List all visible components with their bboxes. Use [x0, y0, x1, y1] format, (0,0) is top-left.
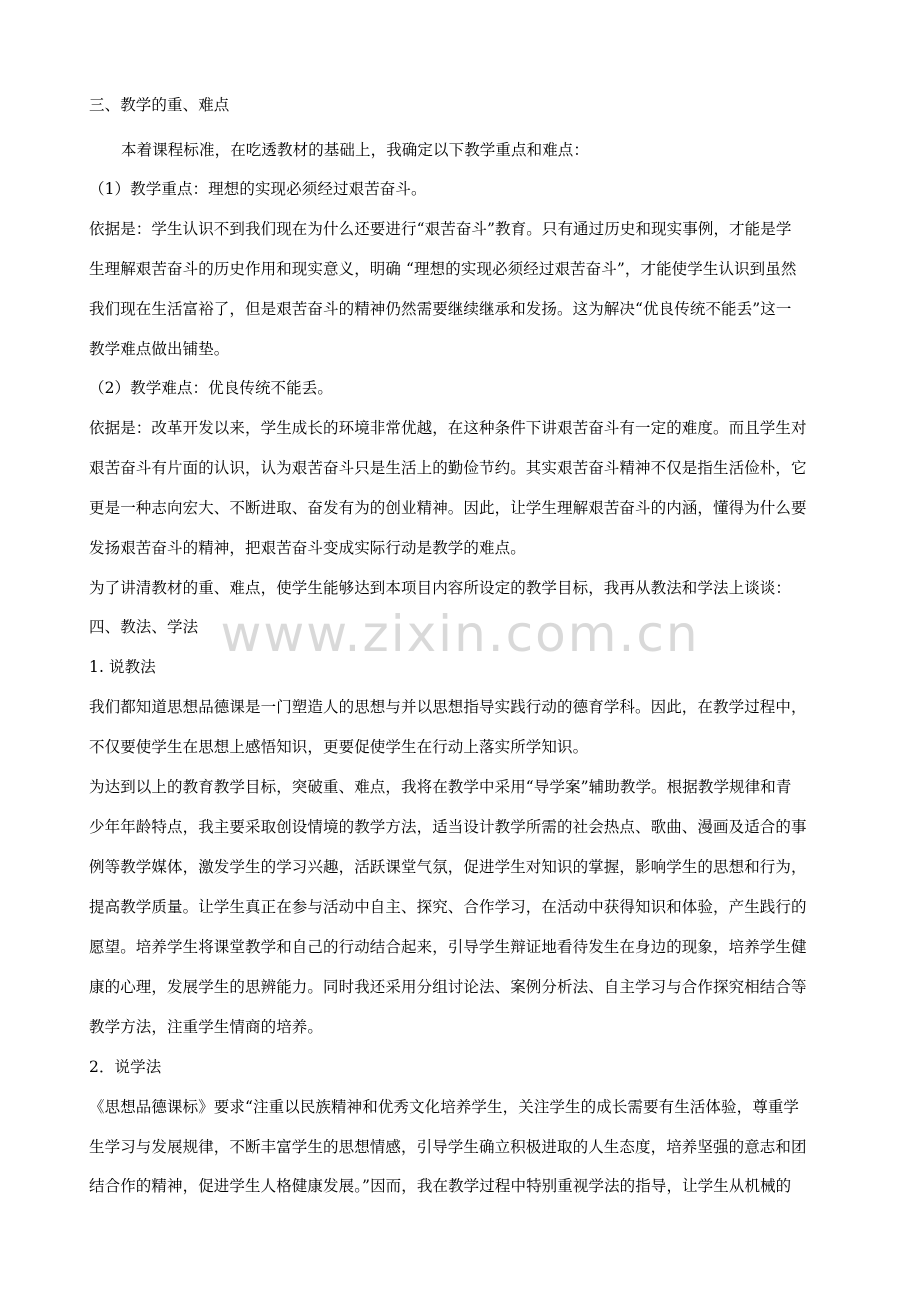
paragraph-line: 发扬艰苦奋斗的精神，把艰苦奋斗变成实际行动是教学的难点。 — [89, 539, 526, 557]
paragraph-line: 提高教学质量。让学生真正在参与活动中自主、探究、合作学习，在活动中获得知识和体验，产生践行的 — [89, 898, 807, 916]
paragraph-line: 生理解艰苦奋斗的历史作用和现实意义，明确 “理想的实现必须经过艰苦奋斗”，才能使学生认识到虽然 — [89, 260, 797, 278]
paragraph-line: 依据是：学生认识不到我们现在为什么还要进行“艰苦奋斗”教育。只有通过历史和现实事例，才能是学 — [89, 220, 792, 238]
paragraph-line: 为了讲清教材的重、难点，使学生能够达到本项目内容所设定的教学目标，我再从教法和学法上谈谈： — [89, 579, 792, 597]
subheading: （2）教学难点：优良传统不能丢。 — [89, 379, 333, 397]
paragraph-line: 康的心理，发展学生的思辨能力。同时我还采用分组讨论法、案例分析法、自主学习与合作探究相结合等 — [89, 978, 807, 996]
paragraph-line: 依据是：改革开发以来，学生成长的环境非常优越，在这种条件下讲艰苦奋斗有一定的难度。而且学生对 — [89, 419, 807, 437]
paragraph-line: 教学方法，注重学生情商的培养。 — [89, 1018, 324, 1036]
paragraph-line: 愿望。培养学生将课堂教学和自己的行动结合起来，引导学生辩证地看待发生在身边的现象，培养学生健 — [89, 938, 807, 956]
paragraph-line: 不仅要使学生在思想上感悟知识，更要促使学生在行动上落实所学知识。 — [89, 738, 589, 756]
paragraph-line: 教学难点做出铺垫。 — [89, 340, 230, 358]
subheading: 2．说学法 — [89, 1058, 162, 1076]
paragraph-line: 我们都知道思想品德课是一门塑造人的思想与并以思想指导实践行动的德育学科。因此，在教学过程中， — [89, 698, 807, 716]
subheading: 1. 说教法 — [89, 658, 156, 676]
paragraph-line: 例等教学媒体，激发学生的学习兴趣，活跃课堂气氛，促进学生对知识的掌握，影响学生的思想和行为， — [89, 858, 807, 876]
section-heading: 三、教学的重、难点 — [89, 96, 230, 114]
subheading: （1）教学重点：理想的实现必须经过艰苦奋斗。 — [89, 180, 427, 198]
paragraph-line: 更是一种志向宏大、不断进取、奋发有为的创业精神。因此，让学生理解艰苦奋斗的内涵，懂得为什么要 — [89, 499, 807, 517]
paragraph-line: 本着课程标准，在吃透教材的基础上，我确定以下教学重点和难点： — [121, 141, 590, 159]
paragraph-line: 《思想品德课标》要求“注重以民族精神和优秀文化培养学生，关注学生的成长需要有生活体验，尊重学 — [89, 1098, 800, 1116]
watermark-text: www.zixin.com.cn — [220, 605, 700, 663]
paragraph-line: 为达到以上的教育教学目标，突破重、难点，我将在教学中采用“导学案”辅助教学。根据教学规律和青 — [89, 778, 792, 796]
paragraph-line: 结合作的精神，促进学生人格健康发展。”因而，我在教学过程中特别重视学法的指导，让学生从机械的 — [89, 1177, 792, 1195]
paragraph-line: 我们现在生活富裕了，但是艰苦奋斗的精神仍然需要继续继承和发扬。这为解决“优良传统不能丢”这一 — [89, 300, 792, 318]
paragraph-line: 生学习与发展规律，不断丰富学生的思想情感，引导学生确立积极进取的人生态度，培养坚强的意志和团 — [89, 1138, 807, 1156]
section-heading: 四、教法、学法 — [89, 618, 199, 636]
paragraph-line: 少年年龄特点，我主要采取创设情境的教学方法，适当设计教学所需的社会热点、歌曲、漫画及适合的事 — [89, 818, 807, 836]
paragraph-line: 艰苦奋斗有片面的认识，认为艰苦奋斗只是生活上的勤俭节约。其实艰苦奋斗精神不仅是指生活俭朴，它 — [89, 459, 807, 477]
